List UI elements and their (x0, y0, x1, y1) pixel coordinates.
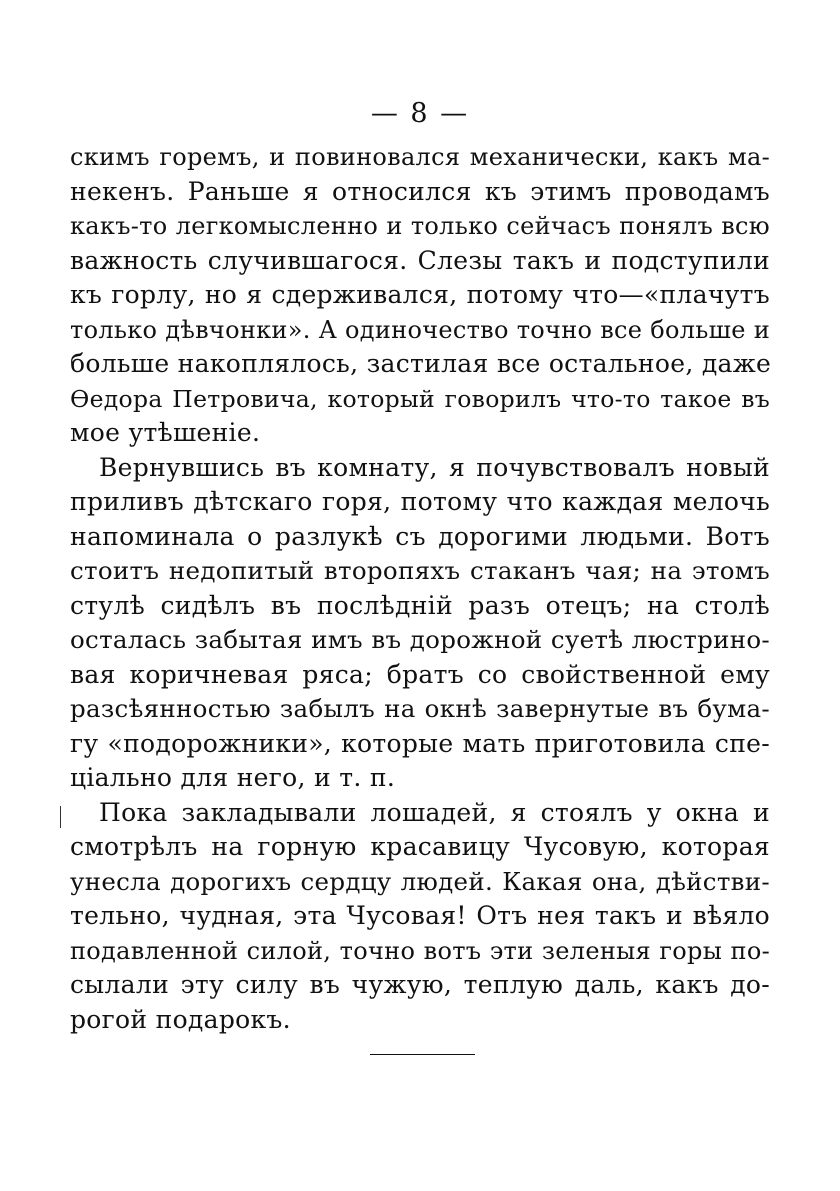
body-text (70, 140, 770, 1037)
text-line: осталась забытая имъ въ дорожной суетѣ люстрино- (70, 625, 770, 654)
text-line: сылали эту силу въ чужую, теплую даль, какъ до- (70, 970, 770, 999)
text-line: унесла дорогихъ сердцу людей. Какая она, дѣйстви- (70, 866, 770, 896)
text-line: какъ-то легкомысленно и только сейчасъ понялъ всю (70, 212, 770, 240)
text-line: разсѣянностью забылъ на окнѣ завернутые въ бума- (70, 694, 770, 723)
text-line: подавленной силой, точно вотъ эти зеленыя горы по- (70, 936, 770, 965)
page-number: — 8 — (370, 98, 470, 129)
text-line: ціально для него, и т. п. (70, 763, 396, 792)
text-line: къ горлу, но я сдерживался, потому что—«плачутъ (70, 280, 770, 309)
text-line: Ѳедора Петровича, который говорилъ что-то такое въ (70, 384, 770, 413)
text-line: тельно, чудная, эта Чусовая! Отъ нея такъ и вѣяло (70, 901, 770, 930)
paragraph-2 (70, 451, 770, 796)
text-line: важность случившагося. Слезы такъ и подступили (70, 245, 770, 275)
paragraph-1 (70, 140, 770, 451)
text-line: вая коричневая ряса; братъ со свойственной ему (70, 659, 770, 689)
text-line: Пока закладывали лошадей, я стоялъ у окна и (99, 797, 770, 827)
text-line: рогой подарокъ. (70, 1004, 291, 1034)
text-line: только дѣвчонки». А одиночество точно все больше и (70, 315, 770, 344)
text-line: Вернувшись въ комнату, я почувствовалъ новый (99, 452, 770, 482)
margin-pencil-mark (60, 806, 61, 828)
text-line: смотрѣлъ на горную красавицу Чусовую, которая (70, 832, 770, 861)
text-line: скимъ горемъ, и повиновался механически, какъ ма- (70, 143, 770, 171)
text-line: гу «подорожники», которые мать приготовила спе- (70, 728, 770, 758)
text-line: больше накоплялось, застилая все остальное, даже (70, 349, 772, 378)
text-line: некенъ. Раньше я относился къ этимъ проводамъ (70, 176, 770, 206)
end-rule (370, 1054, 475, 1055)
paragraph-3 (70, 796, 770, 1038)
text-line: мое утѣшеніе. (70, 418, 261, 447)
text-line: стулѣ сидѣлъ въ послѣдній разъ отецъ; на столѣ (70, 590, 770, 620)
text-line: стоитъ недопитый второпяхъ стаканъ чая; на этомъ (70, 556, 770, 585)
text-line: приливъ дѣтскаго горя, потому что каждая мелочь (70, 487, 770, 516)
text-line: напоминала о разлукѣ съ дорогими людьми. Вотъ (70, 521, 770, 551)
